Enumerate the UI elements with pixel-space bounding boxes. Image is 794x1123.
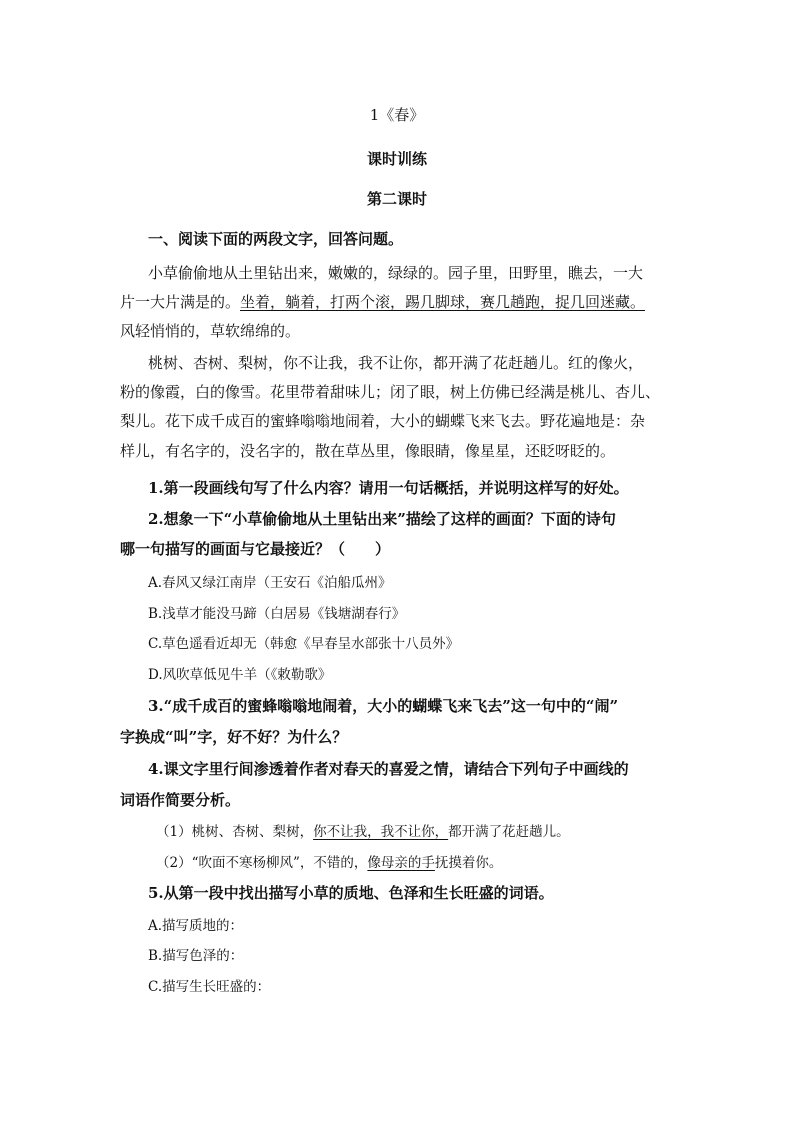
passage-2-line-2: 粉的像霞，白的像雪。花里带着甜味儿；闭了眼，树上仿佛已经满是桃儿、杏儿、 bbox=[120, 383, 661, 401]
item-1-prefix: （1）桃树、杏树、梨树， bbox=[156, 824, 314, 840]
passage-1-line-2 bbox=[120, 291, 645, 312]
passage-2-line-3: 梨儿。花下成千成百的蜜蜂嗡嗡地闹着，大小的蝴蝶飞来飞去。野花遍地是：杂 bbox=[120, 412, 646, 430]
section-heading: 一、阅读下面的两段文字，回答问题。 bbox=[148, 230, 404, 248]
passage-1-plain: 片一大片满是的。 bbox=[120, 293, 241, 311]
passage-1-line-1: 小草偷偷地从土里钻出来，嫩嫩的，绿绿的。园子里，田野里，瞧去，一大 bbox=[148, 264, 644, 282]
item-2-suffix: 抚摸着你。 bbox=[434, 855, 503, 871]
passage-2-line-4: 样儿，有名字的，没名字的，散在草丛里，像眼睛，像星星，还眨呀眨的。 bbox=[120, 442, 616, 460]
question-3-line-1: 3.“成千成百的蜜蜂嗡嗡地闹着，大小的蝴蝶飞来飞去”这一句中的“闹” bbox=[148, 697, 619, 715]
passage-2-line-1: 桃树、杏树、梨树，你不让我，我不让你，都开满了花赶趟儿。红的像火， bbox=[148, 354, 644, 372]
passage-1-underlined-sentence: 坐着，躺着，打两个滚，踢几脚球，赛几趟跑，捉几回迷藏。 bbox=[240, 293, 646, 311]
item-1-underlined: 你不让我，我不让你， bbox=[313, 824, 449, 840]
question-5-option-c: C.描写生长旺盛的： bbox=[148, 979, 271, 995]
page-subtitle: 课时训练 bbox=[366, 150, 427, 168]
question-2-line-2: 哪一句描写的画面与它最接近？（ ） bbox=[120, 540, 391, 558]
item-2-underlined: 像母亲的手 bbox=[367, 855, 435, 871]
question-4-item-2 bbox=[156, 851, 502, 871]
question-5-option-b: B.描写色泽的： bbox=[148, 948, 244, 964]
question-2-line-1: 2.想象一下“小草偷偷地从土里钻出来”描绘了这样的画面？下面的诗句 bbox=[148, 510, 616, 528]
item-2-prefix: （2）“吹面不寒杨柳风”，不错的， bbox=[156, 855, 368, 871]
question-2-option-a: A.春风又绿江南岸（王安石《泊船瓜州》 bbox=[148, 575, 392, 591]
question-4-line-1: 4.课文字里行间渗透着作者对春天的喜爱之情，请结合下列句子中画线的 bbox=[148, 760, 629, 778]
question-2-option-c: C.草色遥看近却无（韩愈《早春呈水部张十八员外》 bbox=[148, 636, 460, 652]
question-2-option-b: B.浅草才能没马蹄（白居易《钱塘湖春行》 bbox=[148, 606, 406, 622]
lesson-label: 第二课时 bbox=[366, 190, 427, 208]
passage-1-line-3: 风轻悄悄的，草软绵绵的。 bbox=[120, 322, 301, 340]
question-1: 1.第一段画线句写了什么内容？请用一句话概括，并说明这样写的好处。 bbox=[148, 479, 629, 497]
question-4-line-2: 词语作简要分析。 bbox=[120, 791, 241, 809]
question-4-item-1 bbox=[156, 820, 570, 840]
page-title: 1《春》 bbox=[369, 106, 425, 124]
question-5-option-a: A.描写质地的： bbox=[148, 918, 244, 934]
item-1-suffix: 都开满了花赶趟儿。 bbox=[448, 824, 570, 840]
question-3-line-2: 字换成“叫”字，好不好？为什么？ bbox=[120, 728, 348, 746]
question-5: 5.从第一段中找出描写小草的质地、色泽和生长旺盛的词语。 bbox=[148, 884, 554, 902]
question-2-option-d: D.风吹草低见牛羊（《敕勒歌》 bbox=[148, 667, 332, 683]
